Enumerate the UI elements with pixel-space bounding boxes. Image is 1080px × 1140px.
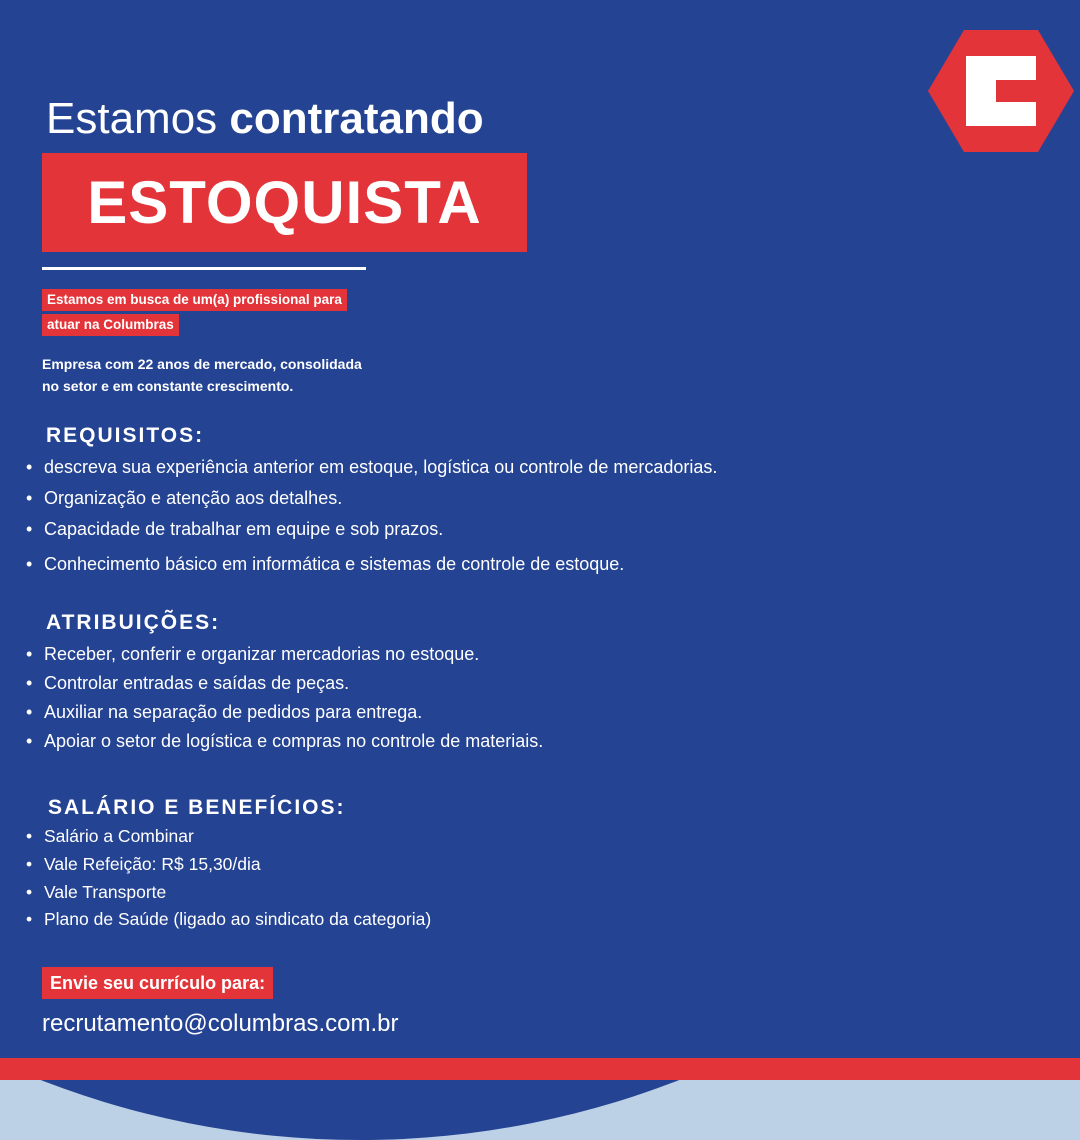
salario-title: SALÁRIO E BENEFÍCIOS: xyxy=(48,796,346,819)
requisitos-list xyxy=(24,457,717,584)
list-item: • Apoiar o setor de logística e compras no controle de materiais. xyxy=(24,731,543,760)
list-item: • Organização e atenção aos detalhes. xyxy=(24,488,717,519)
company-line: no setor e em constante crescimento. xyxy=(42,378,294,394)
list-item: • Vale Transporte xyxy=(24,882,431,909)
intro-highlight-line: atuar na Columbras xyxy=(42,314,179,336)
hexagon-c-logo-icon xyxy=(926,28,1076,154)
requisitos-title: REQUISITOS: xyxy=(46,424,205,447)
hiring-heading xyxy=(46,94,484,144)
job-title-box xyxy=(42,153,527,252)
atribuicoes-list xyxy=(24,644,543,760)
list-item: • Auxiliar na separação de pedidos para entrega. xyxy=(24,702,543,731)
list-item: • Receber, conferir e organizar mercadorias no estoque. xyxy=(24,644,543,673)
list-item: • Conhecimento básico em informática e sistemas de controle de estoque. xyxy=(24,554,717,584)
company-description xyxy=(42,353,362,397)
list-item: • Plano de Saúde (ligado ao sindicato da categoria) xyxy=(24,909,431,936)
divider-line xyxy=(42,267,366,270)
salario-list xyxy=(24,826,431,936)
job-title: ESTOQUISTA xyxy=(87,169,482,236)
bottom-red-bar xyxy=(0,1058,1080,1080)
list-item: • Capacidade de trabalhar em equipe e sob prazos. xyxy=(24,519,717,554)
list-item: • Controlar entradas e saídas de peças. xyxy=(24,673,543,702)
atribuicoes-title: ATRIBUIÇÕES: xyxy=(46,611,221,634)
heading-lead: Estamos xyxy=(46,94,218,143)
intro-highlight-line: Estamos em busca de um(a) profissional para xyxy=(42,289,347,311)
list-item: • descreva sua experiência anterior em estoque, logística ou controle de mercadorias. xyxy=(24,457,717,488)
heading-emphasis: contratando xyxy=(229,94,484,143)
contact-email-link[interactable]: recrutamento@columbras.com.br xyxy=(42,1010,399,1037)
list-item: • Salário a Combinar xyxy=(24,826,431,854)
list-item: • Vale Refeição: R$ 15,30/dia xyxy=(24,854,431,882)
send-cv-label: Envie seu currículo para: xyxy=(42,967,273,999)
intro-highlight xyxy=(42,289,347,336)
company-line: Empresa com 22 anos de mercado, consolidada xyxy=(42,356,362,372)
